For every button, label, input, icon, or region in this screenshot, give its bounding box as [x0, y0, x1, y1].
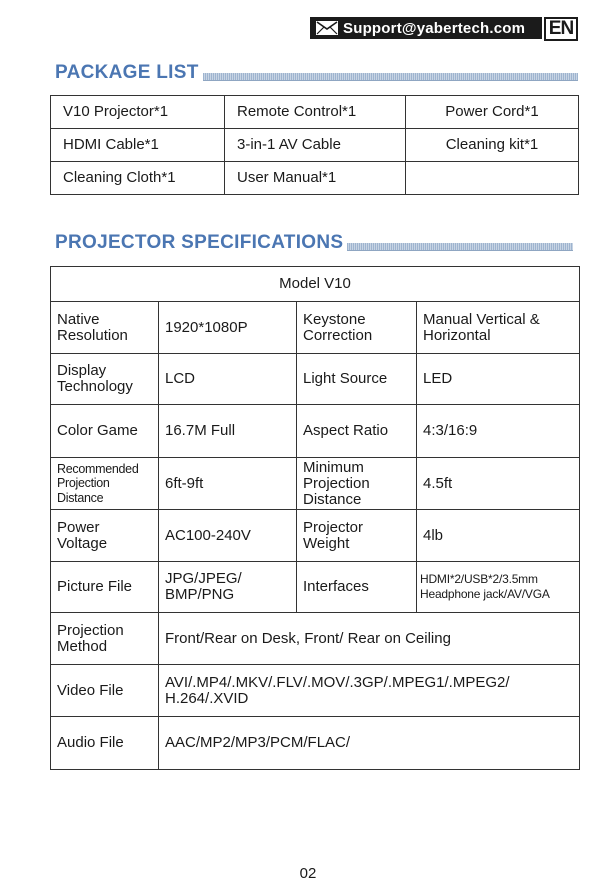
table-row [51, 405, 580, 458]
spec-value: 4:3/16:9 [417, 405, 580, 458]
package-list-heading [55, 62, 578, 84]
spec-label: Minimum Projection Distance [297, 458, 417, 510]
table-row [51, 717, 580, 770]
spec-value: AAC/MP2/MP3/PCM/FLAC/ [159, 717, 580, 770]
spec-value: AVI/.MP4/.MKV/.FLV/.MOV/.3GP/.MPEG1/.MPEG2/ H.264/.XVID [159, 665, 580, 717]
spec-label: Audio File [51, 717, 159, 770]
spec-label: Recommended Projection Distance [51, 458, 159, 510]
package-list-table [50, 95, 579, 195]
table-row [51, 267, 580, 302]
heading-rule [203, 73, 578, 81]
spec-value: 1920*1080P [159, 302, 297, 354]
table-row [51, 510, 580, 562]
table-row [51, 129, 579, 162]
spec-label: Power Voltage [51, 510, 159, 562]
package-item: Power Cord*1 [406, 96, 579, 129]
language-badge: EN [544, 17, 578, 41]
spec-label: Display Technology [51, 354, 159, 405]
spec-label: Video File [51, 665, 159, 717]
spec-value: AC100-240V [159, 510, 297, 562]
spec-label: Light Source [297, 354, 417, 405]
package-item: Cleaning Cloth*1 [51, 162, 225, 195]
support-email[interactable]: Support@yabertech.com [343, 19, 526, 37]
package-item: Remote Control*1 [225, 96, 406, 129]
table-row [51, 458, 580, 510]
package-item: User Manual*1 [225, 162, 406, 195]
heading-rule [347, 243, 573, 251]
spec-value: JPG/JPEG/ BMP/PNG [159, 562, 297, 613]
mail-icon [316, 21, 338, 35]
spec-value: Manual Vertical & Horizontal [417, 302, 580, 354]
specifications-table [50, 266, 580, 770]
spec-value: 16.7M Full [159, 405, 297, 458]
spec-value: 6ft-9ft [159, 458, 297, 510]
package-item: V10 Projector*1 [51, 96, 225, 129]
package-item [406, 162, 579, 195]
spec-label: Interfaces [297, 562, 417, 613]
table-row [51, 162, 579, 195]
specifications-title: PROJECTOR SPECIFICATIONS [55, 232, 344, 253]
table-row [51, 562, 580, 613]
spec-label: Keystone Correction [297, 302, 417, 354]
specifications-heading [55, 232, 573, 254]
package-item: Cleaning kit*1 [406, 129, 579, 162]
table-row [51, 354, 580, 405]
table-row [51, 96, 579, 129]
support-email-banner [310, 17, 542, 39]
spec-value: LED [417, 354, 580, 405]
spec-value: Front/Rear on Desk, Front/ Rear on Ceiling [159, 613, 580, 665]
model-name: Model V10 [51, 267, 580, 302]
spec-value: 4lb [417, 510, 580, 562]
package-item: 3-in-1 AV Cable [225, 129, 406, 162]
spec-label: Projector Weight [297, 510, 417, 562]
spec-value: LCD [159, 354, 297, 405]
table-row [51, 665, 580, 717]
spec-label: Aspect Ratio [297, 405, 417, 458]
spec-label: Projection Method [51, 613, 159, 665]
spec-label: Picture File [51, 562, 159, 613]
spec-value: 4.5ft [417, 458, 580, 510]
spec-label: Native Resolution [51, 302, 159, 354]
package-list-title: PACKAGE LIST [55, 62, 199, 83]
table-row [51, 302, 580, 354]
package-item: HDMI Cable*1 [51, 129, 225, 162]
spec-label: Color Game [51, 405, 159, 458]
spec-value: HDMI*2/USB*2/3.5mm Headphone jack/AV/VGA [417, 562, 580, 613]
table-row [51, 613, 580, 665]
page-number: 02 [299, 865, 317, 882]
